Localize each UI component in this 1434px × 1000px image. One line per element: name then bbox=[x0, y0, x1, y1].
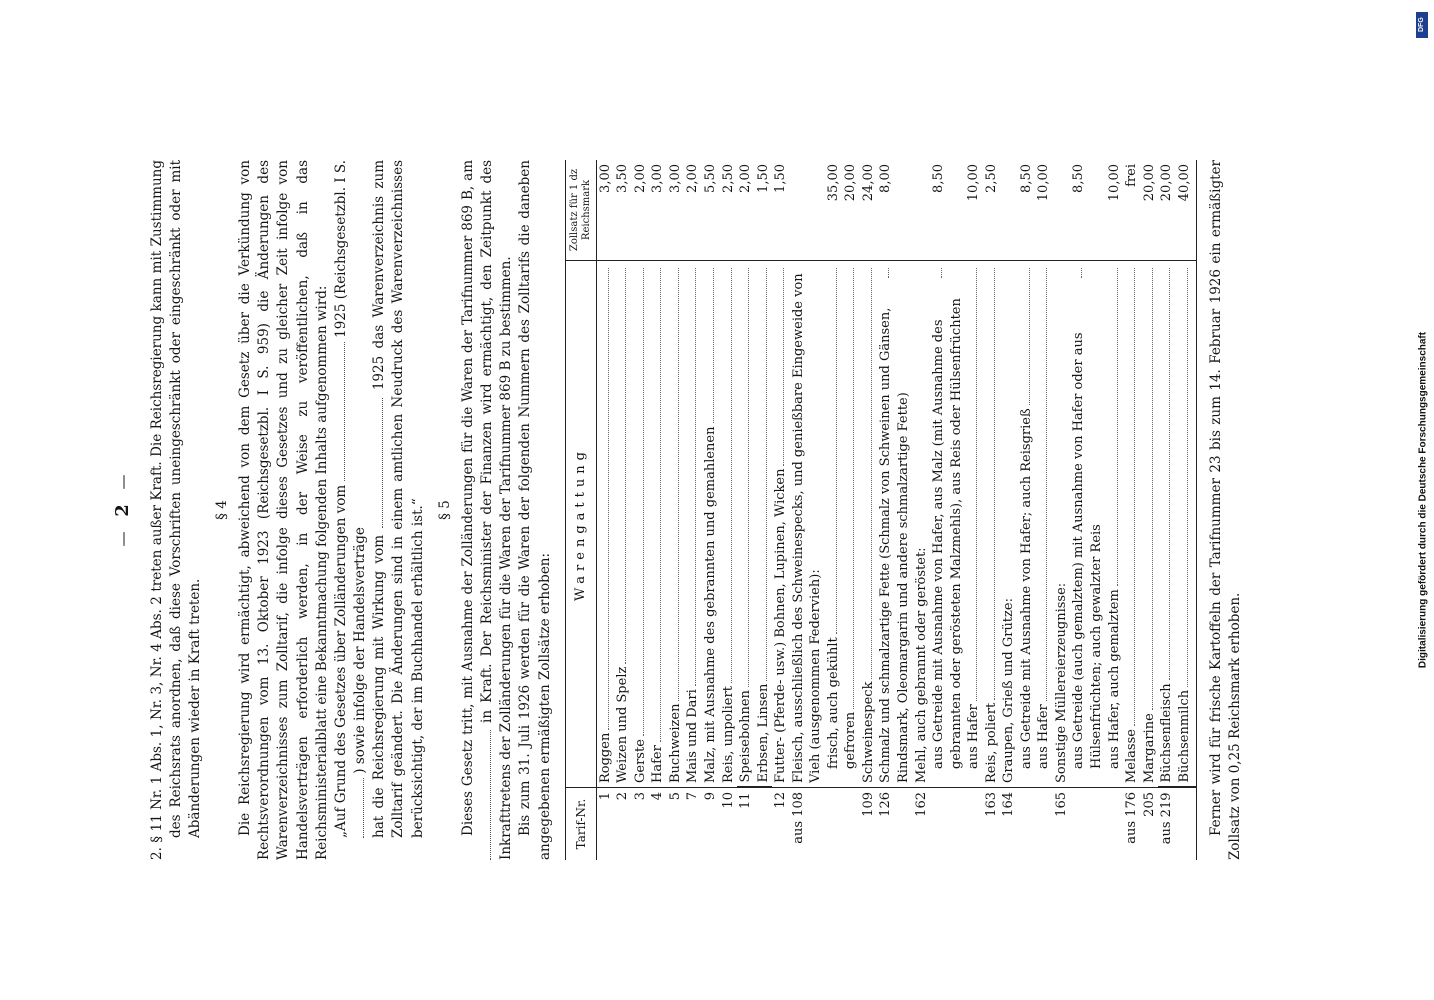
tariff-number-cell: 3 bbox=[632, 788, 650, 861]
goods-description-text: Schweinespeck bbox=[860, 681, 876, 783]
table-row bbox=[737, 160, 755, 860]
col-header-tariff-nr: Tarif-Nr. bbox=[565, 788, 596, 861]
tariff-number-cell: 163 bbox=[983, 788, 1001, 861]
dfg-logo: DFG bbox=[1416, 12, 1428, 38]
table-row bbox=[1035, 160, 1053, 860]
goods-description-cell bbox=[772, 261, 790, 788]
leader-dots bbox=[888, 268, 889, 278]
tariff-number-cell: 205 bbox=[1141, 788, 1159, 861]
table-row bbox=[772, 160, 790, 860]
duty-rate-cell: 3,50 bbox=[615, 164, 631, 193]
leader-dots bbox=[1029, 268, 1030, 405]
date-blank bbox=[490, 730, 491, 860]
goods-description-text: frisch, auch gekühlt bbox=[825, 637, 841, 769]
table-row bbox=[965, 160, 983, 860]
goods-description-text: Melasse bbox=[1124, 729, 1140, 783]
leader-dots bbox=[731, 268, 732, 683]
table-row bbox=[825, 160, 843, 860]
quote-text-2b: 1925 das Warenverzeichnis zum Zolltarif geändert. Die Änderungen sind in einem amtlichen Neudruck des Warenverzeichnisses berücksichtigt, der im Buchhandel erhältlich ist.“ bbox=[371, 159, 426, 838]
tariff-table bbox=[565, 160, 1198, 860]
leader-dots bbox=[1081, 268, 1082, 278]
goods-description-text: Futter- (Pferde- usw.) Bohnen, Lupinen, Wicken bbox=[773, 468, 789, 783]
tariff-number-cell: aus 219 bbox=[1158, 788, 1176, 861]
section-5-text bbox=[459, 160, 516, 860]
tariff-number-cell: 109 bbox=[860, 788, 878, 861]
goods-description-cell bbox=[596, 261, 614, 788]
duty-rate-cell bbox=[790, 160, 825, 261]
quote-text-1a: „Auf Grund des Gesetzes über Zolländerungen vom bbox=[332, 484, 349, 838]
leader-dots bbox=[871, 268, 872, 679]
goods-description-text: Erbsen, Linsen bbox=[755, 683, 771, 783]
tariff-number-cell: 5 bbox=[667, 788, 685, 861]
digitization-stamp bbox=[1412, 0, 1434, 1000]
quote-blank-3 bbox=[382, 398, 383, 528]
goods-description-cell bbox=[720, 261, 738, 788]
quote-line-3 bbox=[370, 160, 427, 838]
tariff-number-cell: 7 bbox=[684, 788, 702, 861]
leader-dots bbox=[1187, 268, 1188, 687]
digitization-credit: Digitalisierung gefördert durch die Deutsche Forschungsgemeinschaft bbox=[1417, 331, 1429, 669]
duty-rate-cell: 3,00 bbox=[597, 164, 613, 193]
leader-dots bbox=[608, 268, 609, 730]
goods-description-cell bbox=[1070, 261, 1105, 788]
leader-dots bbox=[853, 268, 854, 709]
tariff-number-cell: 164 bbox=[1000, 788, 1018, 861]
leader-dots bbox=[836, 268, 837, 634]
section-5-heading: § 5 bbox=[436, 500, 453, 520]
leader-dots bbox=[1046, 268, 1047, 701]
duty-rate-cell: 1,50 bbox=[773, 164, 789, 193]
leader-dots bbox=[783, 268, 784, 466]
table-row bbox=[842, 160, 860, 860]
tariff-number-cell: 165 bbox=[1053, 788, 1071, 861]
goods-description-cell bbox=[702, 261, 720, 788]
duty-rate-cell: 8,50 bbox=[931, 164, 947, 193]
duty-rate-cell: 5,50 bbox=[702, 164, 718, 193]
duty-rate-cell: 40,00 bbox=[1176, 160, 1197, 261]
duty-rate-cell: 2,50 bbox=[720, 164, 736, 193]
table-row bbox=[1123, 160, 1141, 860]
quote-text-1c: ) sowie infolge der Handelsverträge bbox=[352, 527, 369, 774]
section-5-text-b: in Kraft. Der Reichsminister der Finanzen wird ermächtigt, den Zeitpunkt des Inkrafttretens der Zolländerungen für die Waren der Tarifnummer 869 B zu bestimmen. bbox=[479, 159, 515, 860]
table-row bbox=[1141, 160, 1159, 860]
intro-clause: 2. § 11 Nr. 1 Abs. 1, Nr. 3, Nr. 4 Abs. 2 treten außer Kraft. Die Reichsregierung kann mit Zustimmung des Reichsrats anordnen, daß diese Vorschriften uneingeschränkt oder eingeschränkt oder mit Abänderungen wieder in Kraft treten. bbox=[148, 160, 203, 860]
tariff-number-cell bbox=[825, 788, 843, 861]
leader-dots bbox=[994, 268, 995, 700]
table-row bbox=[755, 160, 773, 860]
goods-description-cell bbox=[860, 261, 878, 788]
duty-rate-cell bbox=[1000, 160, 1018, 261]
duty-rate-cell: 10,00 bbox=[1106, 164, 1122, 202]
duty-rate-cell: 8,50 bbox=[1071, 164, 1087, 193]
table-row bbox=[632, 160, 650, 860]
duty-rate-cell bbox=[1053, 160, 1071, 261]
goods-description-text: aus Hafer bbox=[1036, 704, 1052, 769]
goods-description-cell bbox=[667, 261, 685, 788]
table-row bbox=[1176, 160, 1197, 860]
goods-description-cell bbox=[1053, 261, 1071, 788]
goods-description-cell bbox=[684, 261, 702, 788]
tariff-number-cell bbox=[965, 788, 983, 861]
leader-dots bbox=[976, 268, 977, 701]
leader-dots bbox=[941, 268, 942, 278]
duty-rate-cell: 20,00 bbox=[1141, 164, 1157, 202]
tariff-number-cell bbox=[1176, 788, 1197, 861]
duty-rate-cell: 8,50 bbox=[1018, 164, 1034, 193]
goods-description-text: Reis, poliert bbox=[983, 702, 999, 783]
goods-description-text: Weizen und Spelz bbox=[615, 666, 631, 783]
leader-dots bbox=[660, 268, 661, 742]
duty-rate-cell: 35,00 bbox=[825, 164, 841, 202]
goods-description-text: Sonstige Müllereierzeugnisse: bbox=[1053, 582, 1069, 783]
table-row bbox=[790, 160, 825, 860]
tariff-number-cell: 10 bbox=[720, 788, 738, 861]
table-row bbox=[702, 160, 720, 860]
duty-rate-cell: 2,00 bbox=[685, 164, 701, 193]
table-row bbox=[1070, 160, 1105, 860]
goods-description-cell bbox=[649, 261, 667, 788]
goods-description-text: Malz, mit Ausnahme des gebrannten und gemahlenen bbox=[702, 426, 718, 783]
leader-dots bbox=[766, 268, 767, 681]
goods-description-cell bbox=[1158, 261, 1176, 788]
leader-dots bbox=[678, 268, 679, 701]
leader-dots bbox=[748, 268, 749, 687]
leader-dots bbox=[625, 268, 626, 664]
tariff-number-cell: 12 bbox=[772, 788, 790, 861]
goods-description-cell bbox=[842, 261, 860, 788]
header-dash-left: — bbox=[114, 530, 132, 547]
goods-description-cell bbox=[825, 261, 843, 788]
goods-description-cell bbox=[632, 261, 650, 788]
footer-note: Ferner wird für frische Kartoffeln der Tarifnummer 23 bis zum 14. Februar 1926 ein ermäßigter Zollsatz von 0,25 Reichsmark erhoben. bbox=[1208, 160, 1244, 860]
goods-description-text: Mais und Dari bbox=[685, 689, 701, 783]
leader-dots bbox=[1117, 268, 1118, 586]
duty-rate-cell: 2,00 bbox=[632, 164, 648, 193]
goods-description-text: aus Getreide (auch gemalztem) mit Ausnahme von Hafer oder aus Hülsenfrüchten; auch gewalzter Reis bbox=[1071, 332, 1104, 769]
duty-rate-cell: 3,00 bbox=[650, 164, 666, 193]
goods-description-text: aus Hafer bbox=[966, 704, 982, 769]
goods-description-cell bbox=[737, 261, 755, 788]
goods-description-text: Margarine bbox=[1141, 713, 1157, 783]
tariff-number-cell: 1 bbox=[596, 788, 614, 861]
section-4-heading: § 4 bbox=[214, 500, 231, 520]
quote-text-1b: 1925 (Reichsgesetzbl. I S. bbox=[332, 160, 349, 338]
table-row bbox=[877, 160, 912, 860]
goods-description-cell bbox=[930, 261, 965, 788]
goods-description-cell bbox=[1000, 261, 1018, 788]
document-page bbox=[110, 160, 1246, 860]
table-header-row bbox=[565, 160, 596, 860]
tariff-number-cell: aus 176 bbox=[1123, 788, 1141, 861]
table-row bbox=[684, 160, 702, 860]
table-row bbox=[614, 160, 632, 860]
leader-dots bbox=[1152, 268, 1153, 710]
duty-rate-cell: frei bbox=[1124, 164, 1140, 187]
goods-description-cell bbox=[913, 261, 931, 788]
duty-rate-cell: 20,00 bbox=[1159, 164, 1175, 202]
duty-rate-cell bbox=[913, 160, 931, 261]
quote-blank-1 bbox=[344, 342, 345, 481]
leader-dots bbox=[1169, 268, 1170, 680]
goods-description-text: Hafer bbox=[650, 745, 666, 783]
tariff-number-cell: aus 108 bbox=[790, 788, 825, 861]
goods-description-text: gefroren bbox=[843, 711, 859, 769]
duty-rate-cell: 10,00 bbox=[1036, 164, 1052, 202]
goods-description-cell bbox=[790, 261, 825, 788]
tariff-number-cell: 126 bbox=[877, 788, 912, 861]
section-5-text-a: Dieses Gesetz tritt, mit Ausnahme der Zolländerungen für die Waren der Tarifnummer 869 B, am bbox=[459, 160, 476, 836]
goods-description-text: Roggen bbox=[597, 732, 613, 783]
page-number: 2 bbox=[112, 503, 133, 517]
goods-description-text: Reis, unpoliert bbox=[720, 686, 736, 783]
table-row bbox=[983, 160, 1001, 860]
table-row bbox=[1000, 160, 1018, 860]
tariff-number-cell bbox=[1070, 788, 1105, 861]
goods-description-text: Buchweizen bbox=[667, 703, 683, 783]
table-row bbox=[930, 160, 965, 860]
tariff-number-cell bbox=[1035, 788, 1053, 861]
goods-description-text: Speisebohnen bbox=[738, 690, 754, 783]
goods-description-cell bbox=[1141, 261, 1159, 788]
duty-rate-cell: 8,00 bbox=[878, 164, 894, 193]
duty-rate-cell: 20,00 bbox=[843, 164, 859, 202]
table-row bbox=[1106, 160, 1124, 860]
goods-description-cell bbox=[1018, 261, 1036, 788]
duty-rate-cell: 10,00 bbox=[966, 164, 982, 202]
page-header bbox=[110, 160, 136, 860]
quote-blank-2 bbox=[363, 778, 364, 838]
goods-description-cell bbox=[877, 261, 912, 788]
tariff-number-cell bbox=[842, 788, 860, 861]
duty-rate-cell: 2,00 bbox=[738, 164, 754, 193]
tariff-number-cell: 11 bbox=[737, 788, 755, 861]
tariff-number-cell: 2 bbox=[614, 788, 632, 861]
section-5-text-c: Bis zum 31. Juli 1926 werden für die Waren der folgenden Nummern des Zolltarifs die daneben angegebenen ermäßigten Zollsätze erhoben: bbox=[517, 160, 553, 860]
table-row bbox=[720, 160, 738, 860]
goods-description-text: Graupen, Grieß und Grütze: bbox=[1001, 598, 1017, 783]
goods-description-text: aus Hafer, auch gemalztem bbox=[1106, 589, 1122, 769]
goods-description-cell bbox=[1176, 261, 1197, 788]
table-row bbox=[1018, 160, 1036, 860]
goods-description-text: Mehl, auch gebrannt oder geröstet: bbox=[913, 547, 929, 783]
table-row bbox=[649, 160, 667, 860]
leader-dots bbox=[713, 268, 714, 424]
goods-description-text: Büchsenfleisch bbox=[1159, 683, 1175, 783]
section-4-quote bbox=[332, 160, 428, 860]
tariff-number-cell bbox=[1018, 788, 1036, 861]
tariff-number-cell bbox=[1106, 788, 1124, 861]
goods-description-text: aus Getreide mit Ausnahme von Hafer; auch Reisgrieß bbox=[1018, 408, 1034, 769]
goods-description-cell bbox=[965, 261, 983, 788]
table-row bbox=[1053, 160, 1071, 860]
goods-description-text: Schmalz und schmalzartige Fette (Schmalz von Schweinen und Gänsen, Rindsmark, Oleomargarin und andere schmalzartige Fette) bbox=[878, 307, 911, 783]
leader-dots bbox=[1134, 268, 1135, 726]
table-row bbox=[1158, 160, 1176, 860]
goods-description-text: Fleisch, ausschließlich des Schweinespecks, und genießbare Eingeweide von Vieh (ausgenommen Federvieh): bbox=[790, 273, 824, 783]
table-row bbox=[667, 160, 685, 860]
duty-rate-cell: 1,50 bbox=[755, 164, 771, 193]
goods-description-cell bbox=[1106, 261, 1124, 788]
goods-description-text: aus Getreide mit Ausnahme von Hafer, aus Malz (mit Ausnahme des gebrannten oder gerösteten Malzmehls), aus Reis oder Hülsenfrüchten bbox=[931, 298, 964, 769]
tariff-number-cell bbox=[755, 788, 773, 861]
tariff-number-cell: 4 bbox=[649, 788, 667, 861]
table-row bbox=[860, 160, 878, 860]
goods-description-cell bbox=[755, 261, 773, 788]
section-4-text: Die Reichsregierung wird ermächtigt, abweichend von dem Gesetz über die Verkündung von Rechtsverordnungen vom 13. Oktober 1923 (Reichsgesetzbl. I S. 959) die Änderungen des Warenverzeichnisses zum Zolltarif, die infolge dieses Gesetzes und zu gleicher Zeit infolge von Handelsverträgen erforderlich werden, in der Weise zu veröffentlichen, daß in das Reichsministerialblatt eine Bekanntmachung folgenden Inhalts aufgenommen wird: bbox=[237, 160, 330, 860]
col-header-rate: Zollsatz für 1 dz Reichsmark bbox=[565, 160, 596, 261]
leader-dots bbox=[695, 268, 696, 686]
tariff-table-body bbox=[596, 160, 1197, 860]
tariff-number-cell: 9 bbox=[702, 788, 720, 861]
tariff-number-cell bbox=[930, 788, 965, 861]
table-row bbox=[913, 160, 931, 860]
goods-description-text: Büchsenmilch bbox=[1176, 689, 1192, 783]
tariff-number-cell: 162 bbox=[913, 788, 931, 861]
leader-dots bbox=[643, 268, 644, 736]
goods-description-cell bbox=[983, 261, 1001, 788]
header-dash-right: — bbox=[114, 473, 132, 490]
goods-description-cell bbox=[1035, 261, 1053, 788]
duty-rate-cell: 2,50 bbox=[983, 164, 999, 193]
duty-rate-cell: 3,00 bbox=[667, 164, 683, 193]
quote-text-2a: hat die Reichsregierung mit Wirkung vom bbox=[371, 534, 388, 838]
goods-description-text: Gerste bbox=[632, 739, 648, 783]
goods-description-cell bbox=[614, 261, 632, 788]
table-row bbox=[596, 160, 614, 860]
col-header-goods: Warengattung bbox=[565, 261, 596, 788]
quote-line-1 bbox=[332, 160, 351, 838]
goods-description-cell bbox=[1123, 261, 1141, 788]
quote-line-2 bbox=[351, 160, 370, 838]
duty-rate-cell: 24,00 bbox=[860, 164, 876, 202]
